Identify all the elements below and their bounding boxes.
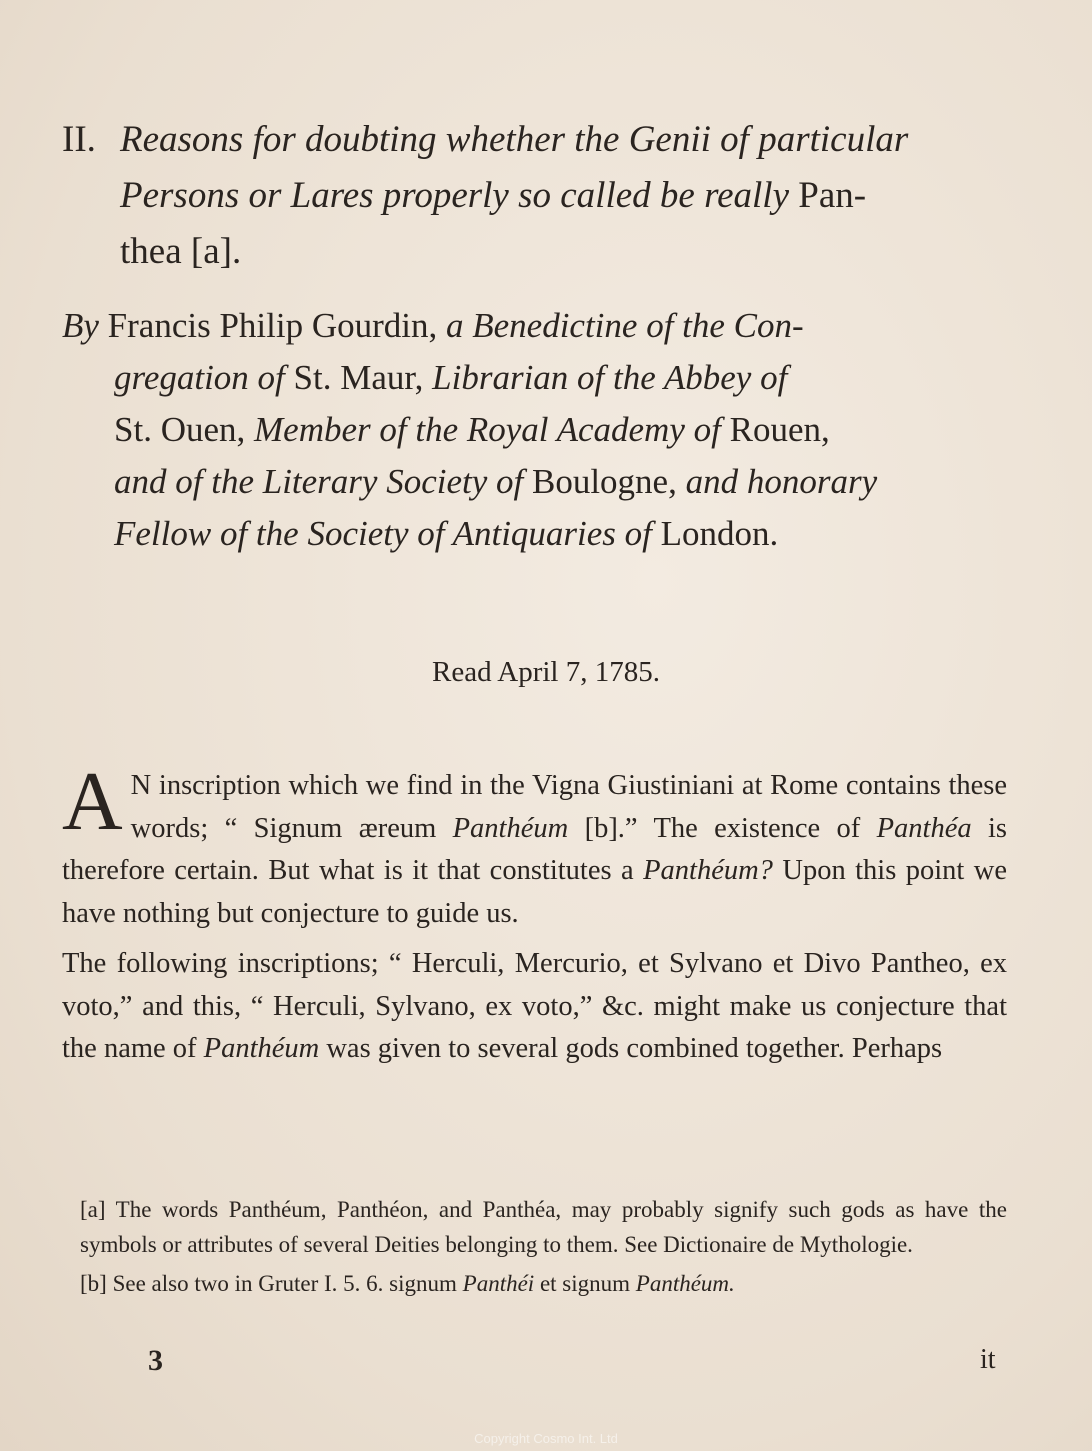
- article-number: II.: [62, 119, 96, 160]
- byline-l3a: St. Ouen,: [114, 410, 246, 449]
- byline-l5b: London.: [660, 514, 779, 553]
- byline-l2a: gregation of: [114, 358, 285, 397]
- byline-by: By: [62, 306, 99, 345]
- footnote-a: [a] The words Panthéum, Panthéon, and Panthéa, may probably signify such gods as have the symbols or attributes of several Deities belonging to them. See Dictionaire de Mythologie.: [80, 1197, 1007, 1257]
- fn-b-italic-1: Panthéi: [462, 1271, 535, 1296]
- byline-l2b: St. Maur,: [293, 358, 424, 397]
- byline-l1: a Benedictine of the Con-: [446, 306, 804, 345]
- footnotes: [80, 1192, 1007, 1301]
- copyright-watermark: Copyright Cosmo Int. Ltd: [474, 1431, 618, 1446]
- p1-text-d: Upon this point we have nothing but conjecture to guide us.: [62, 855, 1008, 929]
- byline-l2c: Librarian of the Abbey of: [432, 358, 788, 397]
- title-line-2-end: Pan-: [798, 175, 867, 216]
- byline-l4a: and of the Literary Society of: [114, 462, 524, 501]
- p1-text-c: is therefore certain. But what is it that constitutes a: [62, 812, 1008, 886]
- body-text: [62, 755, 1008, 1071]
- p2-italic: Panthéum: [203, 1033, 320, 1064]
- fn-b-text: [b] See also two in Gruter I. 5. 6. signum: [80, 1271, 457, 1296]
- byline-l4c: and honorary: [685, 462, 878, 501]
- article-title: [62, 112, 1007, 280]
- signature-mark: 3: [148, 1344, 163, 1377]
- paragraph-2: [62, 943, 1007, 1071]
- p1-italic-2: Panthéa: [876, 812, 972, 844]
- paragraph-1: [62, 755, 1008, 935]
- author-byline: [62, 300, 1007, 560]
- read-date: Read April 7, 1785.: [432, 656, 660, 688]
- p2-text-a: The following inscriptions; “ Herculi, Mercurio, et Sylvano et Divo Pantheo, ex voto,” and this, “ Herculi, Sylvano, ex voto,” &c. might make us conjecture that the name of: [62, 948, 1007, 1064]
- p1-italic-3: Panthéum?: [643, 855, 773, 886]
- title-line-1: Reasons for doubting whether the Genii of particular: [120, 119, 909, 160]
- fn-b-text-2: et signum: [539, 1271, 631, 1296]
- p2-text-b: was given to several gods combined together. Perhaps: [326, 1033, 943, 1064]
- title-line-3: thea [a].: [120, 231, 242, 272]
- author-name: Francis Philip Gourdin,: [107, 306, 438, 345]
- footnote-b: [80, 1266, 1007, 1301]
- byline-l3c: Rouen,: [729, 410, 830, 449]
- byline-l4b: Boulogne,: [531, 462, 677, 501]
- drop-cap: A: [62, 755, 123, 848]
- fn-b-italic-2: Panthéum.: [635, 1271, 735, 1296]
- title-line-2: Persons or Lares properly so called be really: [120, 175, 789, 216]
- byline-l3b: Member of the Royal Academy of: [254, 410, 721, 449]
- p1-italic-1: Panthéum: [452, 812, 569, 844]
- p1-text-a: N inscription which we find in the Vigna Giustiniani at Rome contains these words; “ Signum æreum: [130, 770, 1007, 844]
- catchword: it: [980, 1344, 996, 1375]
- p1-text-b: [b].” The existence of: [584, 812, 861, 844]
- byline-l5a: Fellow of the Society of Antiquaries of: [114, 514, 652, 553]
